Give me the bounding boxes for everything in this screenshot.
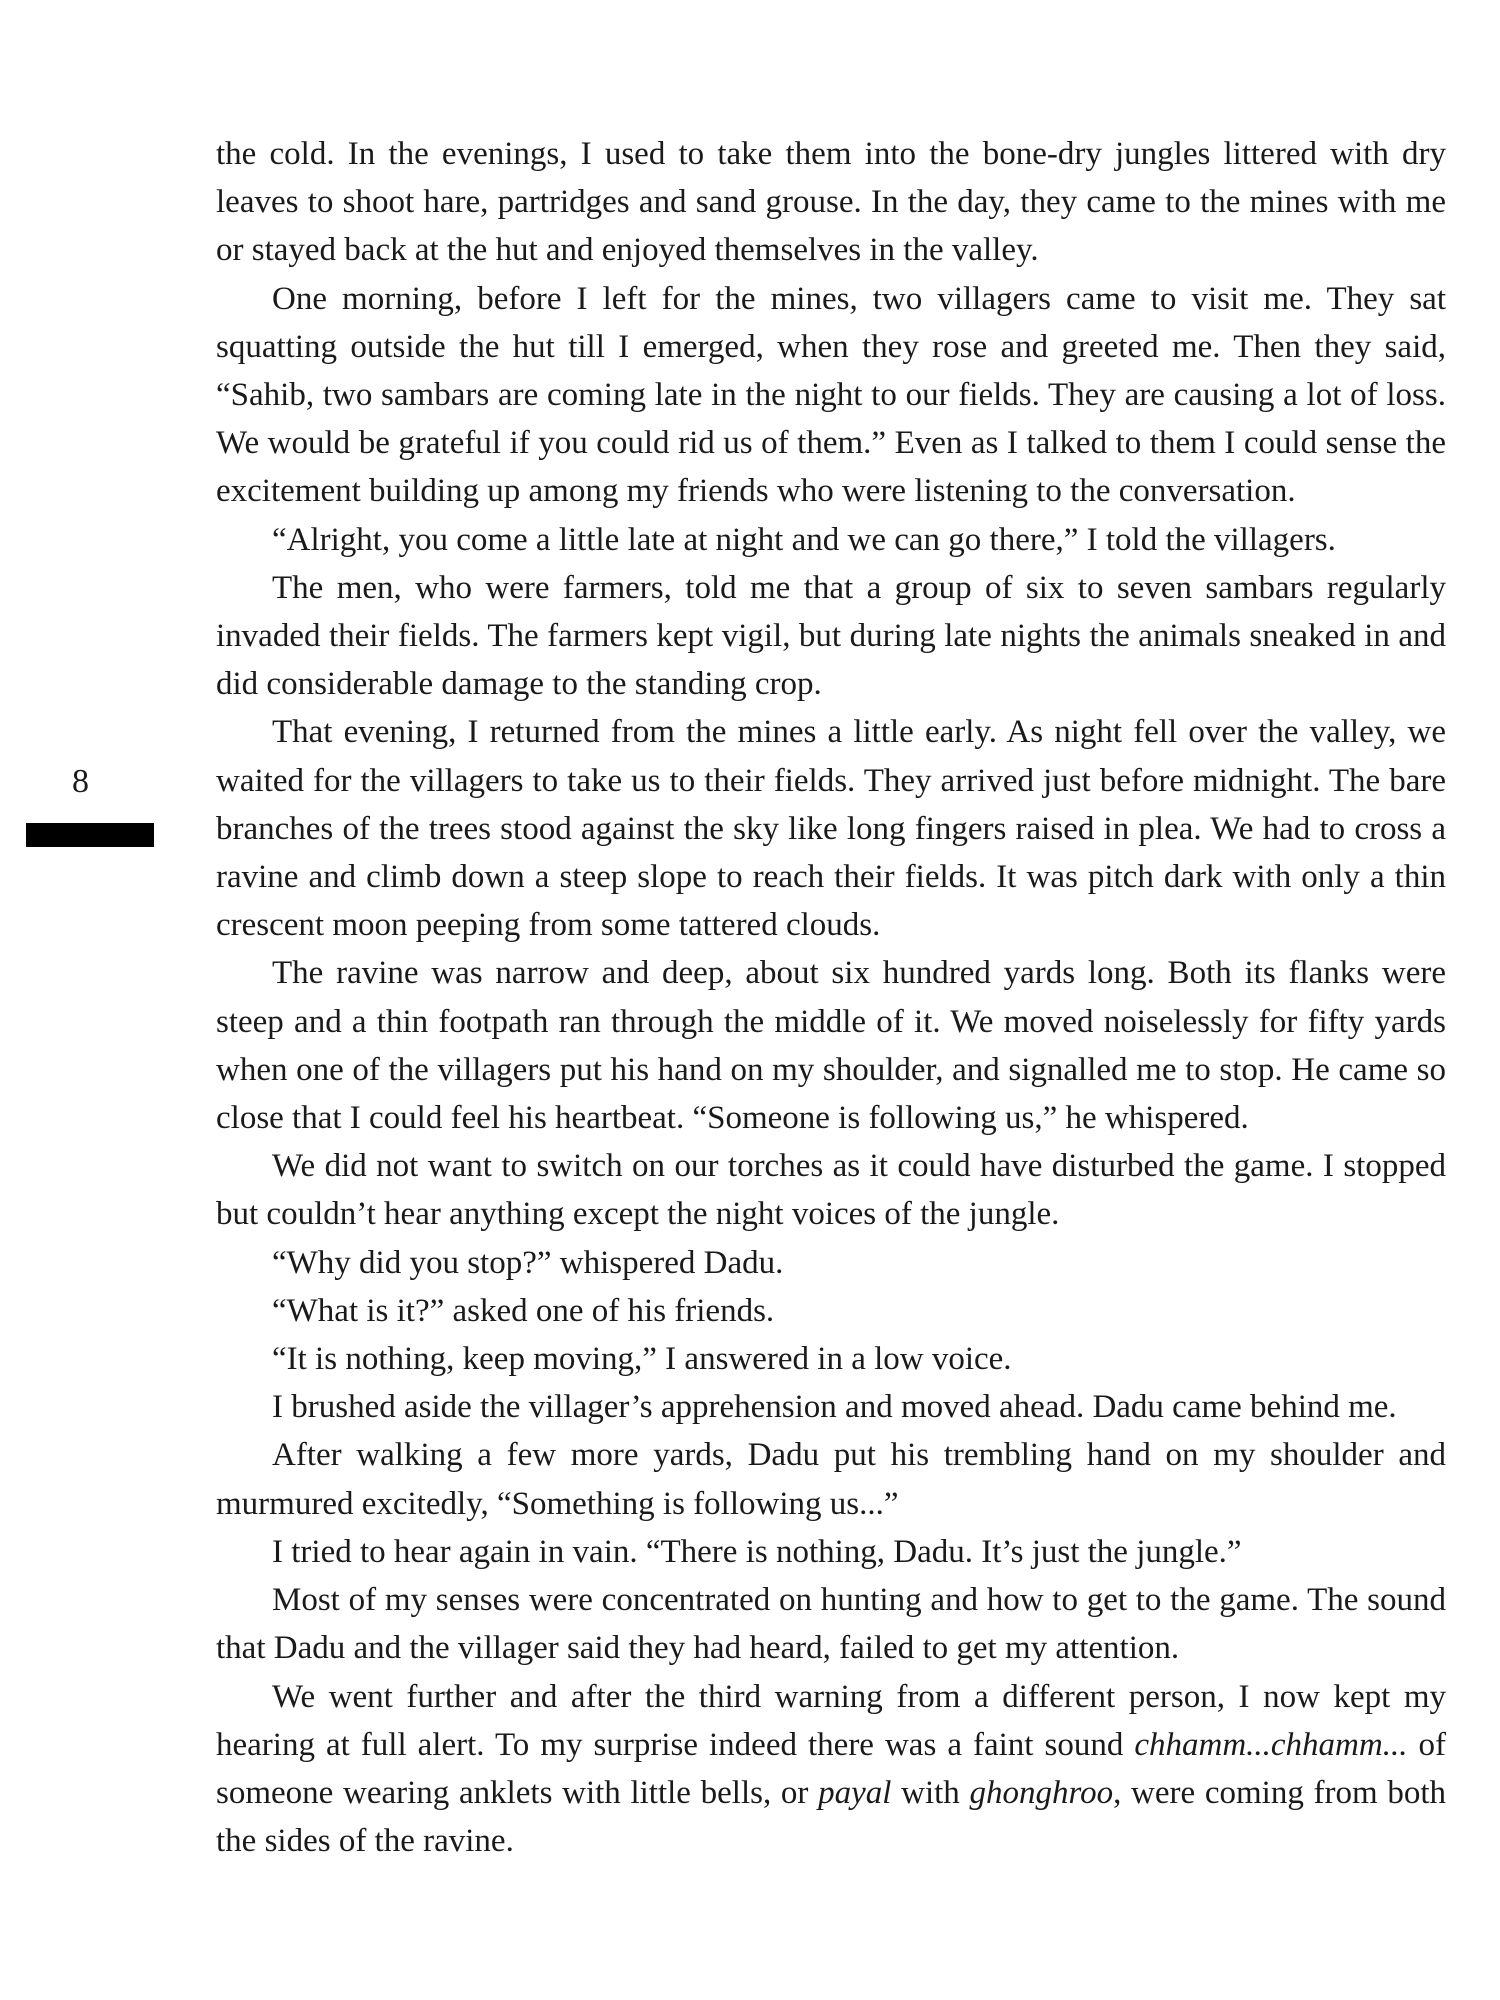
paragraph: “It is nothing, keep moving,” I answered in a low voice. xyxy=(272,1341,1012,1378)
paragraph: I tried to hear again in vain. “There is nothing, Dadu. It’s just the jungle.” xyxy=(272,1533,1242,1570)
paragraph: I brushed aside the villager’s apprehension and moved ahead. Dadu came behind me. xyxy=(272,1389,1397,1426)
paragraph-last xyxy=(216,1673,1446,1866)
thumb-index-tab xyxy=(26,823,154,847)
italic-run: payal xyxy=(818,1774,892,1811)
body-text xyxy=(216,130,1446,1865)
text-run: We went further and after the third warning from a different person, I now kept my hearing at full alert. To my surprise indeed there was a faint sound xyxy=(216,1678,1446,1763)
paragraph: After walking a few more yards, Dadu put his trembling hand on my shoulder and murmured excitedly, “Something is following us...” xyxy=(216,1437,1446,1522)
paragraph: The men, who were farmers, told me that a group of six to seven sambars regularly invaded their fields. The farmers kept vigil, but during late nights the animals sneaked in and did considerable damage to the standing crop. xyxy=(216,569,1446,703)
paragraph: the cold. In the evenings, I used to take them into the bone-dry jungles littered with dry leaves to shoot hare, partridges and sand grouse. In the day, they came to the mines with me or stayed back at the hut and enjoyed themselves in the valley. xyxy=(216,136,1446,269)
paragraph: One morning, before I left for the mines, two villagers came to visit me. They sat squatting outside the hut till I emerged, when they rose and greeted me. Then they said, “Sahib, two sambars are coming late in the night to our fields. They are causing a lot of loss. We would be grateful if you could rid us of them.” Even as I talked to them I could sense the excitement building up among my friends who were listening to the conversation. xyxy=(216,280,1446,510)
text-run: , were coming from both the sides of the ravine. xyxy=(216,1774,1446,1860)
italic-run: ghonghroo xyxy=(969,1774,1114,1811)
paragraph: That evening, I returned from the mines a little early. As night fell over the valley, we waited for the villagers to take us to their fields. They arrived just before midnight. The bare branches of the trees stood against the sky like long fingers raised in plea. We had to cross a ravine and climb down a steep slope to reach their fields. It was pitch dark with only a thin crescent moon peeping from some tattered clouds. xyxy=(216,714,1446,944)
paragraph: “Alright, you come a little late at night and we can go there,” I told the villagers. xyxy=(272,521,1336,558)
paragraph: The ravine was narrow and deep, about six hundred yards long. Both its flanks were steep and a thin footpath ran through the middle of it. We moved noiselessly for fifty yards when one of the villagers put his hand on my shoulder, and signalled me to stop. He came so close that I could feel his heartbeat. “Someone is following us,” he whispered. xyxy=(216,955,1446,1137)
page-number: 8 xyxy=(72,763,89,800)
paragraph: “What is it?” asked one of his friends. xyxy=(272,1292,775,1329)
paragraph: “Why did you stop?” whispered Dadu. xyxy=(272,1244,784,1281)
text-run: with xyxy=(891,1774,970,1811)
paragraph: We did not want to switch on our torches as it could have disturbed the game. I stopped but couldn’t hear anything except the night voices of the jungle. xyxy=(216,1148,1446,1233)
paragraph: Most of my senses were concentrated on hunting and how to get to the game. The sound that Dadu and the villager said they had heard, failed to get my attention. xyxy=(216,1582,1446,1667)
italic-run: chhamm...chhamm... xyxy=(1134,1726,1408,1763)
text-run: of someone wearing anklets with little bells, or xyxy=(216,1726,1446,1811)
